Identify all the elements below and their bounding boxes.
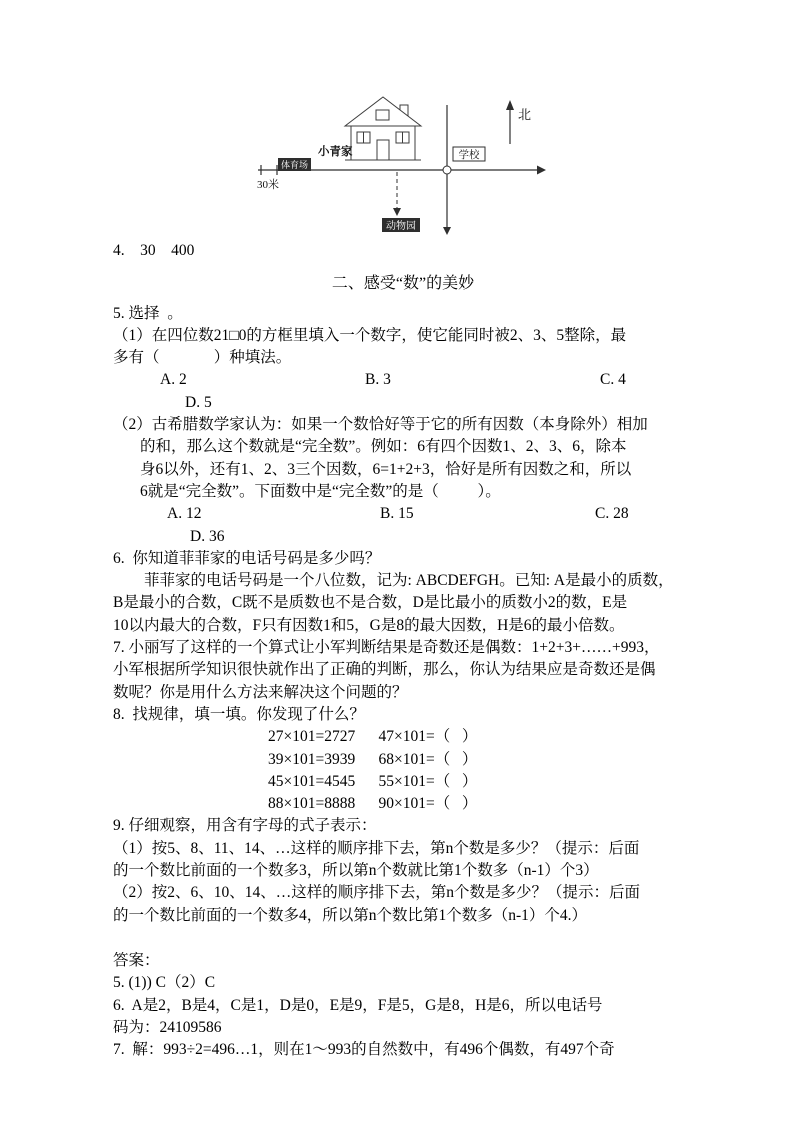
stadium-label: 体育场 (280, 160, 309, 170)
q5-part2-option-a: A. 12 (167, 505, 202, 523)
section-title: 二、感受“数”的美妙 (331, 275, 475, 293)
q5-part2-option-c: C. 28 (595, 505, 629, 523)
prev-answer-line: 4. 30 400 (113, 242, 195, 259)
answers-title: 答案： (113, 951, 160, 969)
q6-line-2: 菲菲家的电话号码是一个八位数，记为: ABCDEFGH。已知: A是最小的质数， (144, 572, 674, 590)
north-label: 北 (518, 107, 532, 122)
q7-line-3: 数呢？你是用什么方法来解决这个问题的？ (113, 683, 408, 701)
zoo-label: 动物园 (386, 221, 416, 232)
zoo-path (393, 172, 401, 216)
q8-equation-4: 88×101=8888 90×101=（ ） (268, 795, 478, 813)
road-east-arrowhead (537, 166, 546, 175)
school-label: 学校 (458, 150, 480, 161)
road-south-arrowhead (443, 227, 451, 235)
q5-part2-line-1: （2）古希腊数学家认为：如果一个数恰好等于它的所有因数（本身除外）相加 (113, 416, 648, 434)
q5-part1-options-row (113, 369, 693, 391)
q5-part2-option-b: B. 15 (380, 505, 414, 523)
q8-equation-3: 45×101=4545 55×101=（ ） (268, 772, 478, 790)
q7-line-1: 7. 小丽写了这样的一个算式让小军判断结果是奇数还是偶数：1+2+3+……+993， (113, 639, 660, 657)
q5-stem: 5. 选择 。 (113, 304, 183, 322)
q5-part1-option-b: B. 3 (365, 371, 391, 389)
house-illustration (345, 97, 421, 160)
q5-part1-line-1: （1）在四位数21□0的方框里填入一个数字，使它能同时被2、3、5整除，最 (113, 326, 627, 344)
q5-part2-line-3: 身6以外，还有1、2、3三个因数，6=1+2+3，恰好是所有因数之和，所以 (140, 460, 632, 478)
q9-part2-line-1: （2）按2、6、10、14、…这样的顺序排下去，第n个数是多少？（提示：后面 (113, 884, 641, 902)
q8-equation-1: 27×101=2727 47×101=（ ） (268, 728, 478, 746)
north-arrow (506, 100, 514, 144)
answer-7: 7. 解：993÷2=496…1，则在1～993的自然数中，有496个偶数，有497个奇 (113, 1041, 615, 1059)
q6-line-3: B是最小的合数，C既不是质数也不是合数，D是比最小的质数小2的数，E是 (113, 594, 628, 612)
q5-part2-line-2: 的和，那么这个数就是“完全数”。例如：6有四个因数1、2、3、6，除本 (140, 438, 627, 456)
intersection-circle (443, 166, 451, 174)
q5-part1-line-2: 多有（ ）种填法。 (113, 349, 292, 367)
map-diagram (252, 92, 552, 247)
worksheet-content (113, 240, 693, 1061)
q5-part1-option-d: D. 5 (185, 393, 212, 411)
q9-part1-line-1: （1）按5、8、11、14、…这样的顺序排下去，第n个数是多少？（提示：后面 (113, 839, 640, 857)
q7-line-2: 小军根据所学知识很快就作出了正确的判断，那么，你认为结果应是奇数还是偶 (113, 661, 656, 679)
q5-part1-option-c: C. 4 (600, 371, 626, 389)
scale-label: 30米 (257, 179, 279, 191)
answer-5: 5. (1)) C（2）C (113, 974, 216, 992)
answer-6-line-1: 6. A是2，B是4，C是1，D是0，E是9，F是5，G是8，H是6，所以电话号 (113, 996, 603, 1014)
q8-equation-2: 39×101=3939 68×101=（ ） (268, 750, 478, 768)
q5-part2-options-row (113, 503, 693, 525)
answer-6-line-2: 码为：24109586 (113, 1018, 222, 1036)
home-label: 小青家 (318, 146, 353, 158)
q6-line-4: 10以内最大的合数，F只有因数1和5，G是8的最大因数，H是6的最小倍数。 (113, 616, 625, 634)
q9-part1-line-2: 的一个数比前面的一个数多3，所以第n个数就比第1个数多（n-1）个3） (113, 862, 599, 880)
q8-stem: 8. 找规律，填一填。你发现了什么？ (113, 705, 365, 723)
q9-stem: 9. 仔细观察，用含有字母的式子表示： (113, 817, 377, 835)
q5-part1-option-a: A. 2 (160, 371, 187, 389)
q9-part2-line-2: 的一个数比前面的一个数多4，所以第n个数比第1个数多（n-1）个4.） (113, 906, 588, 924)
q5-part2-option-d: D. 36 (190, 527, 225, 545)
q5-part2-line-4: 6就是“完全数”。下面数中是“完全数”的是（ ）。 (140, 482, 501, 500)
q6-line-1: 6. 你知道菲菲家的电话号码是多少吗？ (113, 549, 381, 567)
map-figure (252, 92, 552, 242)
